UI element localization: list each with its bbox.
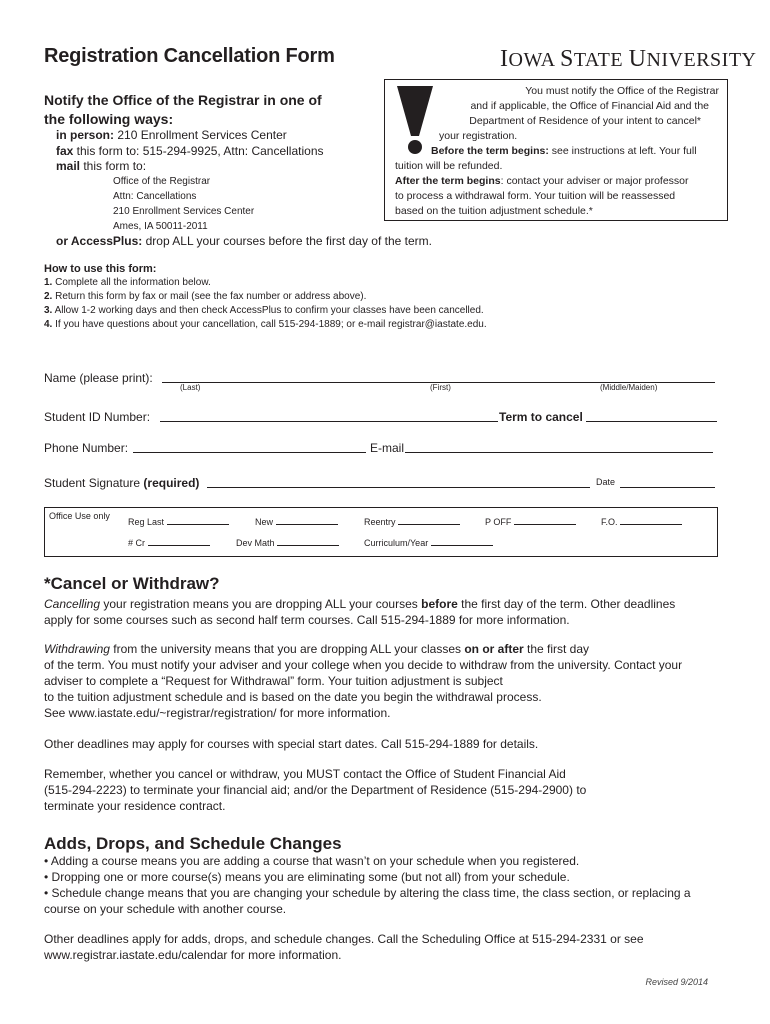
adds-section-title: Adds, Drops, and Schedule Changes <box>44 834 342 853</box>
adds-paragraph: Other deadlines apply for adds, drops, and schedule changes. Call the Scheduling Office at 515-294-2331 or see www.registrar.iastate.edu/calendar for more information. <box>44 932 644 962</box>
date-label: Date <box>596 477 616 487</box>
office-fo: F.O. <box>601 517 682 527</box>
notice-line-4: your registration. <box>439 130 518 142</box>
adds-bullets: • Adding a course means you are adding a course that wasn’t on your schedule when you registered. • Dropping one or more course(s) means you are eliminating some (but not all) from your schedule. • Schedule change means that you are changing your schedule by altering the class time, the class section, or replacing a course on your schedule with another course. <box>44 854 691 916</box>
office-curriculum: Curriculum/Year <box>364 538 493 548</box>
howto-heading: How to use this form: <box>44 263 157 275</box>
signature-input-line[interactable] <box>207 487 590 488</box>
notice-line-6: tuition will be refunded. <box>395 160 503 172</box>
name-middle-hint: (Middle/Maiden) <box>600 383 658 392</box>
notice-before: Before the term begins: see instructions at left. Your full <box>431 145 697 157</box>
howto-steps <box>44 276 487 332</box>
office-reentry: Reentry <box>364 517 460 527</box>
notice-box <box>384 79 728 221</box>
office-use-label: Office Use only <box>49 511 110 521</box>
cancel-section-title: *Cancel or Withdraw? <box>44 574 220 593</box>
notice-line-2: and if applicable, the Office of Financial Aid and the <box>470 100 709 112</box>
student-id-label: Student ID Number: <box>44 410 151 424</box>
howto-step: 3. Allow 1-2 working days and then check AccessPlus to confirm your classes have been cancelled. <box>44 305 484 316</box>
cancel-paragraph-3: Other deadlines may apply for courses with special start dates. Call 515-294-1889 for details. <box>44 737 539 751</box>
notice-after: After the term begins: contact your adviser or major professor <box>395 175 689 187</box>
office-use-box <box>44 507 718 557</box>
notice-line-3: Department of Residence of your intent to cancel* <box>469 115 701 127</box>
howto-step: 2. Return this form by fax or mail (see the fax number or address above). <box>44 291 367 302</box>
phone-label: Phone Number: <box>44 441 129 455</box>
signature-label: Student Signature (required) <box>44 476 200 490</box>
term-input-line[interactable] <box>586 421 717 422</box>
term-label: Term to cancel <box>499 410 583 424</box>
office-p-off: P OFF <box>485 517 576 527</box>
form-title: Registration Cancellation Form <box>44 45 335 67</box>
cancel-paragraph-4: Remember, whether you cancel or withdraw, you MUST contact the Office of Student Financial Aid (515-294-2223) to terminate your financial aid; and/or the Department of Residence (515-294-2900) to terminate your residence contract. <box>44 767 587 813</box>
accessplus-line: or AccessPlus: drop ALL your courses before the first day of the term. <box>56 234 432 248</box>
cancel-paragraph-2: Withdrawing from the university means that you are dropping ALL your classes on or after the first day of the term. You must notify your adviser and your college when you decide to withdraw from the university. Contact your adviser to complete a “Request for Withdrawal” form. Your tuition adjustment is subject to the tuition adjustment schedule and is based on the date you begin the withdrawal process. See www.iastate.edu/~registrar/registration/ for more information. <box>44 642 683 720</box>
mail-line: mail this form to: <box>56 159 147 173</box>
university-wordmark: IOWA STATE UNIVERSITY <box>500 46 757 72</box>
fax-line: fax this form to: 515-294-9925, Attn: Cancellations <box>56 144 324 158</box>
revised-date: Revised 9/2014 <box>645 977 708 987</box>
office-dev-math: Dev Math <box>236 538 339 548</box>
office-new: New <box>255 517 338 527</box>
date-input-line[interactable] <box>620 487 715 488</box>
name-last-hint: (Last) <box>180 383 201 392</box>
howto-step: 4. If you have questions about your cancellation, call 515-294-1889; or e-mail registrar@iastate.edu. <box>44 319 487 330</box>
email-input-line[interactable] <box>405 452 713 453</box>
name-first-hint: (First) <box>430 383 451 392</box>
in-person-line: in person: 210 Enrollment Services Center <box>56 128 287 142</box>
email-label: E-mail <box>370 441 405 455</box>
office-reg-last: Reg Last <box>128 517 229 527</box>
notify-heading: Notify the Office of the Registrar in one of the following ways: <box>44 92 322 127</box>
notice-line-1: You must notify the Office of the Registrar <box>525 85 719 97</box>
notice-line-8: to process a withdrawal form. Your tuition will be reassessed <box>395 190 676 202</box>
phone-input-line[interactable] <box>133 452 366 453</box>
name-label: Name (please print): <box>44 371 153 385</box>
notice-line-9: based on the tuition adjustment schedule.* <box>395 205 593 217</box>
howto-step: 1. Complete all the information below. <box>44 277 211 288</box>
cancel-paragraph-1: Cancelling your registration means you are dropping ALL your courses before the first day of the term. Other deadlines apply for some courses such as second half term courses. Call 515-294-1889 for more information. <box>44 597 676 627</box>
student-id-input-line[interactable] <box>160 421 498 422</box>
office-cr: # Cr <box>128 538 210 548</box>
mailing-address: Office of the Registrar Attn: Cancellations 210 Enrollment Services Center Ames, IA 50011-2011 <box>113 176 255 232</box>
